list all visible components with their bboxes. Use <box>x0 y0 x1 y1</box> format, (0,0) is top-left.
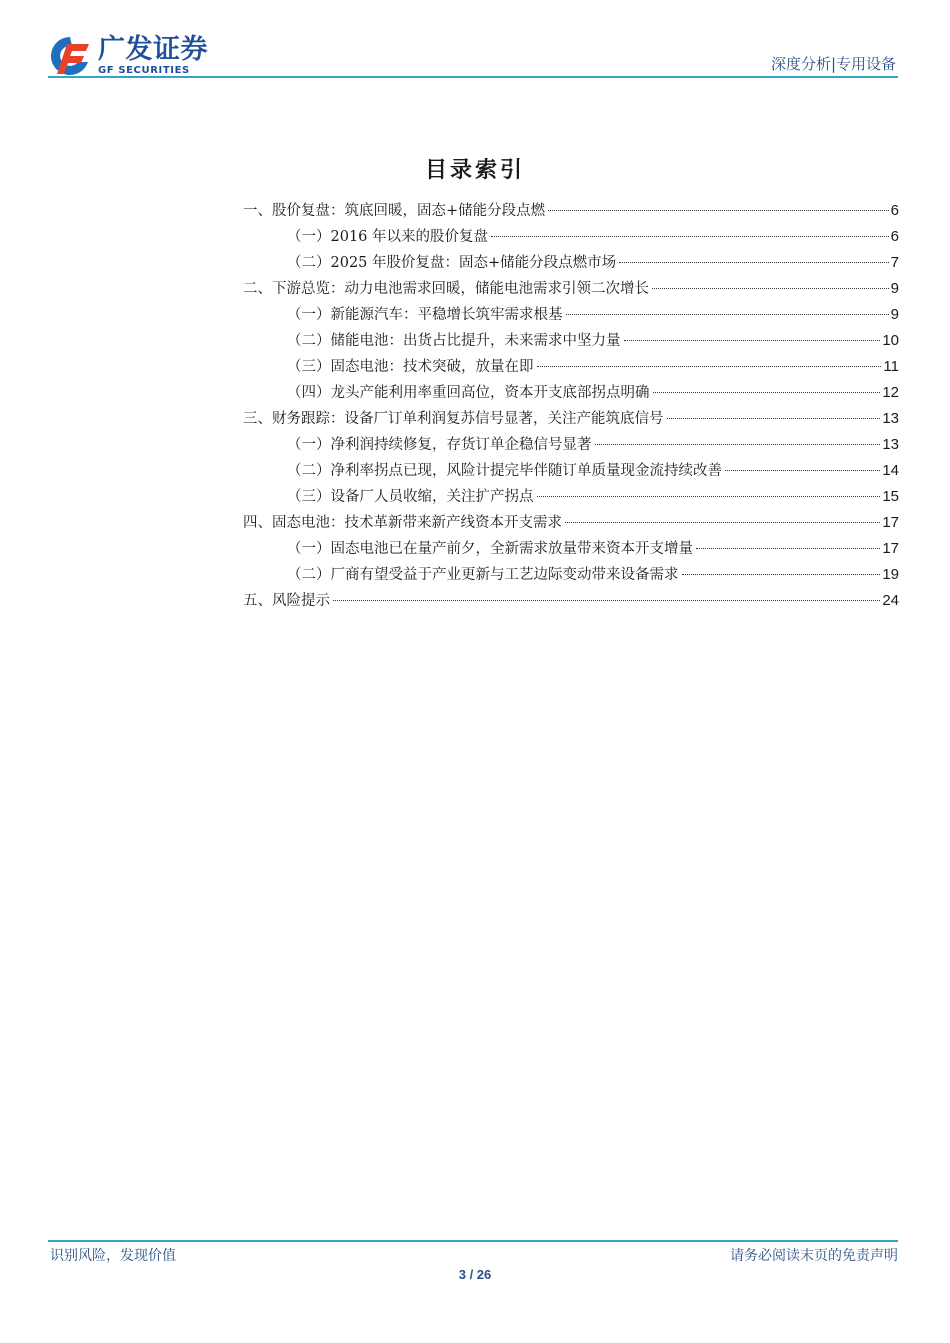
logo-english-name: GF SECURITIES <box>98 65 190 76</box>
toc-entry-title[interactable]: 二、下游总览：动力电池需求回暖，储能电池需求引领二次增长 <box>243 281 649 297</box>
toc-entry-title[interactable]: （二）净利率拐点已现，风险计提完毕伴随订单质量现金流持续改善 <box>287 463 722 479</box>
toc-dot-leader <box>537 366 882 367</box>
toc-entry[interactable] <box>243 224 899 250</box>
toc-entry-title[interactable]: （一）净利润持续修复，存货订单企稳信号显著 <box>287 437 592 453</box>
toc-entry[interactable] <box>243 380 899 406</box>
toc-entry[interactable] <box>243 406 899 432</box>
toc-dot-leader <box>565 522 880 523</box>
toc-entry-page[interactable]: 12 <box>882 384 899 401</box>
gf-logo-mark-icon <box>48 34 92 78</box>
toc-entry-title[interactable]: （一）新能源汽车：平稳增长筑牢需求根基 <box>287 307 563 323</box>
toc-dot-leader <box>653 392 881 393</box>
toc-dot-leader <box>624 340 881 341</box>
toc-dot-leader <box>566 314 889 315</box>
toc-dot-leader <box>725 470 880 471</box>
footer-slogan: 识别风险，发现价值 <box>50 1248 176 1264</box>
toc-entry[interactable] <box>243 302 899 328</box>
toc-entry-page[interactable]: 6 <box>890 228 899 245</box>
toc-entry-title[interactable]: （二）储能电池：出货占比提升，未来需求中坚力量 <box>287 333 621 349</box>
page-number: 3 / 26 <box>458 1267 492 1282</box>
toc-entry-title[interactable]: （三）设备厂人员收缩，关注扩产拐点 <box>287 489 534 505</box>
header-divider <box>48 76 898 78</box>
toc-entry-page[interactable]: 14 <box>882 462 899 479</box>
toc-entry[interactable] <box>243 250 899 276</box>
toc-entry-title[interactable]: （二）2025 年股价复盘：固态+储能分段点燃市场 <box>287 255 617 271</box>
toc-entry-page[interactable]: 24 <box>882 592 899 609</box>
toc-dot-leader <box>696 548 880 549</box>
toc-entry-page[interactable]: 19 <box>882 566 899 583</box>
toc-entry-page[interactable]: 13 <box>882 436 899 453</box>
toc-entry-page[interactable]: 15 <box>882 488 899 505</box>
toc-entry[interactable] <box>243 588 899 614</box>
toc-dot-leader <box>537 496 881 497</box>
toc-entry-title[interactable]: （一）固态电池已在量产前夕，全新需求放量带来资本开支增量 <box>287 541 693 557</box>
toc-entry-title[interactable]: 一、股价复盘：筑底回暖，固态+储能分段点燃 <box>243 203 546 219</box>
footer-disclaimer-note: 请务必阅读末页的免责声明 <box>730 1248 898 1264</box>
toc-entry-page[interactable]: 10 <box>882 332 899 349</box>
page-header <box>0 0 950 90</box>
toc-entry-title[interactable]: （二）厂商有望受益于产业更新与工艺边际变动带来设备需求 <box>287 567 679 583</box>
toc-entry[interactable] <box>243 198 899 224</box>
footer-divider <box>48 1240 898 1242</box>
toc-entry[interactable] <box>243 510 899 536</box>
toc-entry-page[interactable]: 7 <box>890 254 899 271</box>
toc-entry-title[interactable]: 五、风险提示 <box>243 593 330 609</box>
toc-entry-title[interactable]: （一）2016 年以来的股价复盘 <box>287 229 489 245</box>
toc-entry-page[interactable]: 13 <box>882 410 899 427</box>
toc-dot-leader <box>652 288 889 289</box>
toc-entry-title[interactable]: 四、固态电池：技术革新带来新产线资本开支需求 <box>243 515 562 531</box>
toc-entry[interactable] <box>243 432 899 458</box>
toc-entry[interactable] <box>243 562 899 588</box>
toc-entry[interactable] <box>243 484 899 510</box>
logo-chinese-name: 广发证券 <box>98 34 208 65</box>
toc-dot-leader <box>619 262 888 263</box>
toc-entry[interactable] <box>243 458 899 484</box>
toc-dot-leader <box>491 236 889 237</box>
toc-entry[interactable] <box>243 276 899 302</box>
toc-title: 目录索引 <box>424 157 525 183</box>
toc-entry-title[interactable]: 三、财务跟踪：设备厂订单利润复苏信号显著，关注产能筑底信号 <box>243 411 664 427</box>
gf-securities-logo <box>48 34 208 78</box>
toc-entry[interactable] <box>243 354 899 380</box>
toc-entry-page[interactable]: 11 <box>883 358 899 375</box>
toc-entry-page[interactable]: 6 <box>890 202 899 219</box>
report-category: 深度分析|专用设备 <box>770 55 896 73</box>
toc-entry-title[interactable]: （四）龙头产能利用率重回高位，资本开支底部拐点明确 <box>287 385 650 401</box>
toc-entry-page[interactable]: 17 <box>882 514 899 531</box>
toc-dot-leader <box>548 210 889 211</box>
toc-entry[interactable] <box>243 328 899 354</box>
toc-entry-page[interactable]: 17 <box>882 540 899 557</box>
toc-dot-leader <box>667 418 881 419</box>
toc-entry-title[interactable]: （三）固态电池：技术突破，放量在即 <box>287 359 534 375</box>
toc-dot-leader <box>333 600 880 601</box>
toc-dot-leader <box>595 444 881 445</box>
table-of-contents <box>243 198 899 614</box>
toc-entry-page[interactable]: 9 <box>890 306 899 323</box>
toc-entry-page[interactable]: 9 <box>890 280 899 297</box>
toc-dot-leader <box>682 574 881 575</box>
toc-entry[interactable] <box>243 536 899 562</box>
